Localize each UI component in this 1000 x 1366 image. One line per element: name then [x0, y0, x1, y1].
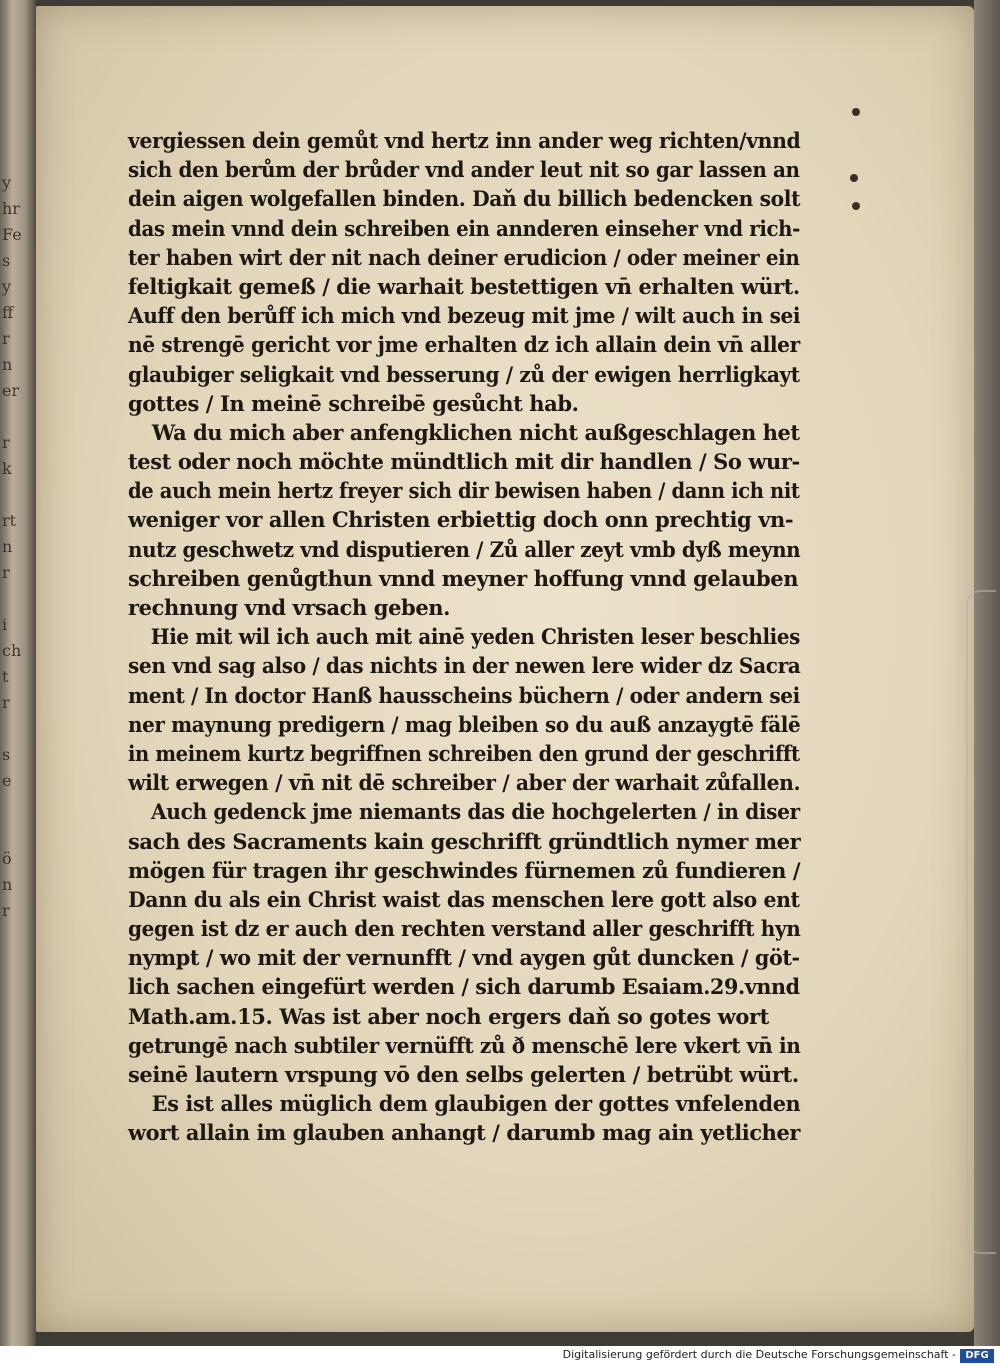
text-line: lich sachen eingefürt werden / sich darumb Esaiam.29.vnnd — [128, 974, 800, 1000]
previous-page-letter-fragments: y hr Fe s y ff r n er r k rt n r i ch t r s e ö n r — [2, 173, 22, 920]
text-line: mögen für tragen ihr geschwindes fürnemen zů fundieren / — [128, 857, 801, 883]
text-line: gegen ist dz er auch den rechten verstand aller geschrifft hyn — [128, 916, 801, 942]
text-line: nē strengē gericht vor jme erhalten dz ich allain dein vn̄ aller — [128, 332, 800, 358]
text-line: wort allain im glauben anhangt / darumb mag ain yetlicher — [128, 1120, 800, 1146]
wormhole-spot — [852, 202, 860, 210]
text-line: de auch mein hertz freyer sich dir bewisen haben / dann ich nit — [128, 478, 800, 504]
text-line: feltigkait gemeß / die warhait bestettigen vn̄ erhalten würt. — [128, 273, 800, 299]
text-line: weniger vor allen Christen erbiettig doch onn prechtig vn- — [128, 507, 794, 533]
text-line: Auff den berůff ich mich vnd bezeug mit jme / wilt auch in sei — [128, 303, 801, 329]
text-line: vergiessen dein gemůt vnd hertz inn ander weg richten/vnnd — [128, 128, 801, 153]
text-line: Hie mit wil ich auch mit ainē yeden Christen leser beschlies — [150, 624, 800, 650]
text-line: rechnung vnd vrsach geben. — [128, 595, 451, 620]
wormhole-spot — [850, 174, 858, 182]
text-line: nympt / wo mit der vernunfft / vnd aygen gůt duncken / göt- — [128, 945, 800, 971]
text-line: ter haben wirt der nit nach deiner erudicion / oder meiner ein — [128, 244, 800, 270]
text-line: getrungē nach subtiler vernüfft zů ð menschē lere vkert vn̄ in — [128, 1032, 801, 1058]
text-line: Dann du als ein Christ waist das menschen lere gott also ent — [128, 886, 800, 912]
text-line: gottes / In meinē schreibē gesůcht hab. — [128, 390, 579, 416]
text-line: in meinem kurtz begriffnen schreiben den grund der geschrifft — [128, 740, 800, 766]
text-line: sich den berům der brůder vnd ander leut nit so gar lassen an — [128, 157, 800, 183]
text-line: Wa du mich aber anfengklichen nicht außgeschlagen het — [151, 419, 800, 445]
text-line: ment / In doctor Hanß hausscheins büchern / oder andern sei — [128, 682, 800, 708]
page-text-block — [128, 126, 800, 1148]
text-line: sen vnd sag also / das nichts in der newen lere wider dz Sacra — [128, 653, 801, 679]
previous-page-edge — [0, 0, 36, 1346]
text-line: test oder noch möchte mündtlich mit dir handlen / So wur- — [128, 449, 800, 475]
text-line: wilt erwegen / vn̄ nit dē schreiber / aber der warhait zůfallen. — [128, 770, 801, 796]
text-line: nutz geschwetz vnd disputieren / Zů aller zeyt vmb dyß meynn — [128, 536, 801, 562]
text-line: Es ist alles müglich dem glaubigen der gottes vnfelenden — [151, 1091, 801, 1117]
footer-bar — [0, 1346, 1000, 1366]
text-line: schreiben genůgthun vnnd meyner hoffung vnnd gelauben — [128, 565, 799, 591]
text-line: Auch gedenck jme niemants das die hochgelerten / in diser — [151, 799, 800, 825]
wormhole-spot — [852, 108, 860, 116]
dfg-logo: DFG — [960, 1349, 994, 1363]
text-line: ner maynung predigern / mag bleiben so du auß anzaygtē fälē — [128, 711, 801, 737]
text-line: seinē lautern vrspung vō den selbs gelerten / betrübt würt. — [128, 1062, 799, 1087]
text-line: sach des Sacraments kain geschrifft gründtlich nymer mer — [128, 828, 801, 854]
text-line: glaubiger seligkait vnd besserung / zů der ewigen herrligkayt — [128, 361, 800, 387]
text-line: das mein vnnd dein schreiben ein annderen einseher vnd rich- — [128, 215, 800, 241]
page-clip-mark — [966, 590, 996, 1254]
funding-credit: Digitalisierung gefördert durch die Deutsche Forschungsgemeinschaft - — [562, 1348, 956, 1361]
text-line: Math.am.15. Was ist aber noch ergers daň so gotes wort — [128, 1003, 769, 1029]
text-line: dein aigen wolgefallen binden. Daň du billich bedencken solt — [128, 186, 801, 212]
